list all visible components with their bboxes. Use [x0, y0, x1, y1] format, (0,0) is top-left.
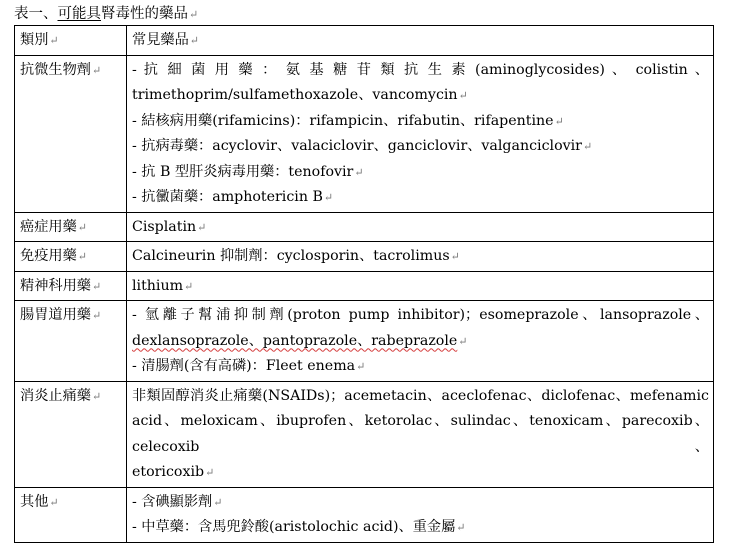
drug-line: 非類固醇消炎止痛藥(NSAIDs)；acemetacin、aceclofenac、diclofenac、mefenamic [132, 387, 709, 404]
drug-line: - 抗黴菌藥：amphotericin B↵ [132, 189, 334, 205]
table-row [15, 55, 714, 212]
drugs-cell [127, 301, 714, 382]
return-mark-icon: ↵ [91, 63, 102, 77]
return-mark-icon: ↵ [77, 250, 87, 263]
table-row [15, 212, 714, 242]
category-cell: 癌症用藥↵ [15, 212, 127, 242]
drug-line: trimethoprim/sulfamethoxazole、vancomycin↵ [132, 87, 468, 103]
drugs-cell [127, 271, 714, 301]
category-cell: 消炎止痛藥↵ [15, 381, 127, 487]
drugs-cell [127, 242, 714, 272]
caption-suffix: 腎毒性的藥品 [101, 6, 188, 22]
category-cell: 精神科用藥↵ [15, 271, 127, 301]
return-mark-icon: ↵ [189, 8, 199, 21]
drug-line: acid、meloxicam、ibuprofen、ketorolac、sulindac、tenoxicam、parecoxib、celecoxib、 [132, 413, 709, 455]
drug-line: - 含碘顯影劑↵ [132, 493, 223, 510]
return-mark-icon: ↵ [77, 220, 87, 234]
drug-line: Calcineurin 抑制劑：cyclosporin、tacrolimus↵ [132, 248, 460, 264]
nephrotoxic-drugs-table [14, 25, 714, 543]
drug-line: - 抗 B 型肝炎病毒用藥：tenofovir↵ [132, 163, 364, 180]
return-mark-icon: ↵ [49, 34, 59, 47]
drug-line: - 中草藥：含馬兜鈴酸(aristolochic acid)、重金屬↵ [132, 519, 466, 535]
table-header-row [15, 26, 714, 56]
table-caption [14, 5, 198, 24]
return-mark-icon: ↵ [91, 279, 102, 293]
category-cell: 其他↵ [15, 487, 127, 542]
drugs-cell [127, 55, 714, 212]
table-row [15, 381, 714, 487]
drug-line: dexlansoprazole、pantoprazole、rabeprazole↵ [132, 332, 468, 349]
drug-line: - 抗病毒藥：acyclovir、valaciclovir、ganciclovir、valganciclovir↵ [132, 138, 593, 154]
return-mark-icon: ↵ [49, 495, 59, 509]
return-mark-icon: ↵ [91, 309, 102, 322]
drugs-cell [127, 381, 714, 487]
drug-line: etoricoxib↵ [132, 464, 215, 480]
return-mark-icon: ↵ [91, 389, 102, 403]
caption-prefix: 表一、 [14, 6, 58, 22]
caption-underlined-text: 可能具 [57, 6, 101, 22]
drug-line: - 清腸劑(含有高磷)：Fleet enema↵ [132, 358, 366, 374]
table-row [15, 242, 714, 272]
drug-line: - 抗 細 菌 用 藥 ： 氨 基 糖 苷 類 抗 生 素 (aminoglycosides) 、 colistin 、 [132, 61, 709, 78]
drug-line: - 結核病用藥(rifamicins)：rifampicin、rifabutin、rifapentine↵ [132, 112, 564, 129]
return-mark-icon: ↵ [189, 34, 199, 47]
table-row [15, 271, 714, 301]
category-cell: 抗微生物劑↵ [15, 55, 127, 212]
header-category-cell: 類別↵ [15, 26, 127, 56]
drugs-cell [127, 487, 714, 542]
category-cell: 腸胃道用藥↵ [15, 301, 127, 382]
drugs-cell [127, 212, 714, 242]
table-row [15, 487, 714, 542]
drug-line: Cisplatin↵ [132, 218, 207, 235]
table-row [15, 301, 714, 382]
drug-line: lithium↵ [132, 277, 194, 294]
category-cell: 免疫用藥↵ [15, 242, 127, 272]
header-drugs-cell: 常見藥品↵ [127, 26, 714, 56]
drug-line: - 氫離子幫浦抑制劑(proton pump inhibitor)；esomeprazole、lansoprazole、 [132, 307, 709, 323]
